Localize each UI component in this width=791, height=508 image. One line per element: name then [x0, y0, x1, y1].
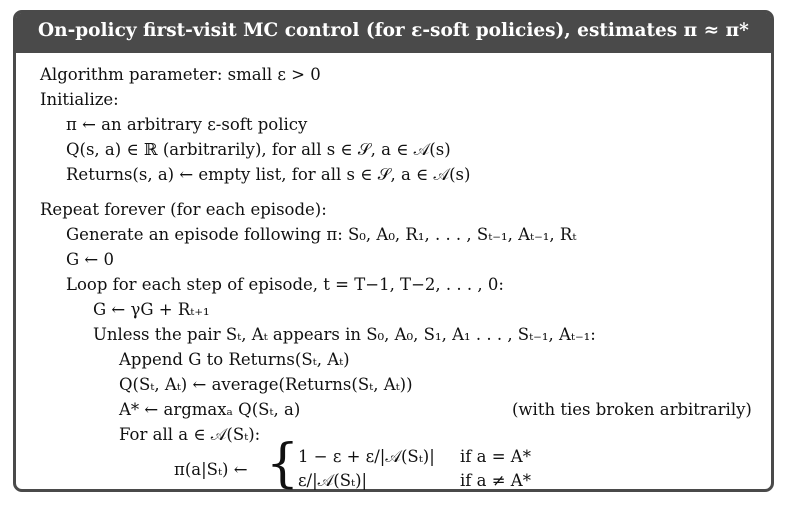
- argmax-line: A* ← argmaxₐ Q(Sₜ, a): [119, 400, 301, 419]
- loop-line: Loop for each step of episode, t = T−1, T−2, . . . , 0:: [66, 275, 504, 294]
- repeat-line: Repeat forever (for each episode):: [40, 200, 327, 219]
- unless-line: Unless the pair Sₜ, Aₜ appears in S₀, A₀, S₁, A₁ . . . , Sₜ₋₁, Aₜ₋₁:: [93, 325, 596, 344]
- cases-brace: {: [266, 434, 300, 494]
- algorithm-title: On-policy first-visit MC control (for ε-soft policies), estimates π ≈ π*: [38, 20, 749, 41]
- case1-condition: if a = A*: [460, 447, 531, 466]
- append-line: Append G to Returns(Sₜ, Aₜ): [119, 350, 350, 369]
- ties-note: (with ties broken arbitrarily): [512, 400, 752, 419]
- case2-condition: if a ≠ A*: [460, 471, 531, 490]
- q-init-line: Q(s, a) ∈ ℝ (arbitrarily), for all s ∈ 𝒮, a ∈ 𝒜(s): [66, 140, 451, 159]
- algorithm-box: [13, 10, 774, 492]
- initialize-line: Initialize:: [40, 90, 119, 109]
- algorithm-header: [16, 13, 771, 53]
- q-update-line: Q(Sₜ, Aₜ) ← average(Returns(Sₜ, Aₜ)): [119, 375, 413, 394]
- returns-init-line: Returns(s, a) ← empty list, for all s ∈ 𝒮, a ∈ 𝒜(s): [66, 165, 471, 184]
- generate-episode-line: Generate an episode following π: S₀, A₀, R₁, . . . , Sₜ₋₁, Aₜ₋₁, Rₜ: [66, 225, 577, 244]
- for-all-line: For all a ∈ 𝒜(Sₜ):: [119, 425, 261, 444]
- policy-init-line: π ← an arbitrary ε-soft policy: [66, 115, 308, 134]
- policy-update-lhs: π(a|Sₜ) ←: [174, 460, 248, 479]
- algorithm-parameter-line: Algorithm parameter: small ε > 0: [40, 65, 321, 84]
- g-update-line: G ← γG + Rₜ₊₁: [93, 300, 210, 319]
- g-init-line: G ← 0: [66, 250, 114, 269]
- case1-expression: 1 − ε + ε/|𝒜(Sₜ)|: [298, 447, 435, 466]
- case2-expression: ε/|𝒜(Sₜ)|: [298, 471, 368, 490]
